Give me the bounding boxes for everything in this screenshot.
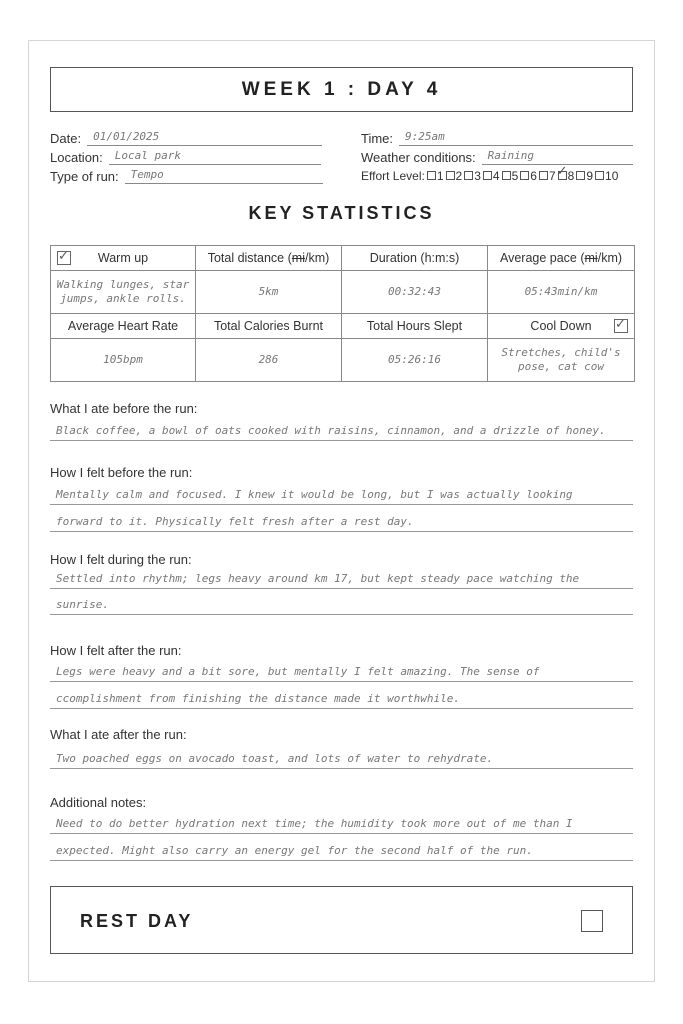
rest-day-label: REST DAY: [80, 911, 194, 931]
warm-up-header: [51, 246, 196, 271]
pace-label-post: /km): [597, 251, 623, 265]
pace-value[interactable]: 05:43min/km: [488, 271, 635, 314]
effort-checkbox-10[interactable]: [595, 171, 604, 180]
effort-level-8-label: 8: [567, 169, 575, 183]
time-label: Time:: [361, 131, 394, 146]
distance-label-post: /km): [304, 251, 330, 265]
notes-line-2[interactable]: expected. Might also carry an energy gel for the second half of the run.: [50, 843, 633, 861]
distance-label-pre: Total distance (: [207, 251, 292, 265]
cool-down-label: Cool Down: [530, 319, 592, 333]
effort-level-2-label: 2: [455, 169, 463, 183]
effort-checkbox-7[interactable]: [539, 171, 548, 180]
cool-down-value[interactable]: Stretches, child's pose, cat cow: [488, 339, 635, 382]
ate-before-label: What I ate before the run:: [50, 401, 198, 416]
felt-after-line-2[interactable]: ccomplishment from finishing the distance made it worthwhile.: [50, 691, 633, 709]
duration-value[interactable]: 00:32:43: [342, 271, 488, 314]
weather-field[interactable]: [361, 149, 633, 165]
weather-label: Weather conditions:: [361, 150, 476, 165]
location-field[interactable]: [50, 149, 321, 165]
run-type-label: Type of run:: [50, 169, 119, 184]
effort-level-7-label: 7: [548, 169, 556, 183]
warm-up-checkbox-icon[interactable]: [57, 251, 71, 265]
effort-level-9-label: 9: [586, 169, 594, 183]
warm-up-label: Warm up: [97, 251, 149, 265]
effort-checkbox-9[interactable]: [576, 171, 585, 180]
felt-after-line-1[interactable]: Legs were heavy and a bit sore, but mentally I felt amazing. The sense of: [50, 664, 633, 682]
effort-level-4-label: 4: [492, 169, 500, 183]
felt-after-label: How I felt after the run:: [50, 643, 182, 658]
pace-label-pre: Average pace (: [499, 251, 585, 265]
effort-level-3-label: 3: [474, 169, 481, 183]
effort-checkbox-3[interactable]: [464, 171, 473, 180]
felt-before-label: How I felt before the run:: [50, 465, 193, 480]
key-statistics-table: [50, 245, 635, 382]
time-value[interactable]: 9:25am: [399, 130, 633, 146]
pace-label-strike: mi: [584, 251, 598, 265]
date-field[interactable]: [50, 130, 322, 146]
run-type-value[interactable]: Tempo: [125, 168, 323, 184]
ate-after-label: What I ate after the run:: [50, 727, 187, 742]
effort-level: [361, 169, 618, 183]
felt-during-label: How I felt during the run:: [50, 552, 192, 567]
effort-level-5-label: 5: [511, 169, 519, 183]
time-field[interactable]: [361, 130, 633, 146]
distance-label-strike: mi: [291, 251, 305, 265]
date-value[interactable]: 01/01/2025: [87, 130, 322, 146]
felt-before-line-1[interactable]: Mentally calm and focused. I knew it would be long, but I was actually looking: [50, 487, 633, 505]
effort-checkbox-8[interactable]: [558, 171, 567, 180]
key-statistics-heading: KEY STATISTICS: [248, 203, 435, 223]
sleep-header: Total Hours Slept: [342, 314, 488, 339]
rest-day-box: [50, 886, 633, 954]
effort-label: Effort Level:: [361, 169, 425, 183]
location-label: Location:: [50, 150, 103, 165]
distance-header: [196, 246, 342, 271]
location-value[interactable]: Local park: [109, 149, 321, 165]
notes-label: Additional notes:: [50, 795, 147, 810]
effort-checkbox-5[interactable]: [502, 171, 511, 180]
heart-rate-header: Average Heart Rate: [51, 314, 196, 339]
cool-down-header: [488, 314, 635, 339]
felt-before-line-2[interactable]: forward to it. Physically felt fresh after a rest day.: [50, 514, 633, 532]
rest-day-checkbox[interactable]: [581, 910, 603, 932]
calories-value[interactable]: 286: [196, 339, 342, 382]
ate-after-line-1[interactable]: Two poached eggs on avocado toast, and lots of water to rehydrate.: [50, 751, 633, 769]
effort-options: [425, 169, 619, 183]
effort-checkbox-4[interactable]: [483, 171, 492, 180]
heart-rate-value[interactable]: 105bpm: [51, 339, 196, 382]
felt-during-line-2[interactable]: sunrise.: [50, 597, 633, 615]
date-label: Date:: [50, 131, 82, 146]
felt-during-line-1[interactable]: Settled into rhythm; legs heavy around km 17, but kept steady pace watching the: [50, 571, 633, 589]
effort-checkbox-2[interactable]: [446, 171, 455, 180]
duration-header: Duration (h:m:s): [342, 246, 488, 271]
calories-header: Total Calories Burnt: [196, 314, 342, 339]
notes-line-1[interactable]: Need to do better hydration next time; the humidity took more out of me than I: [50, 816, 633, 834]
effort-level-1-label: 1: [436, 169, 444, 183]
page-title: WEEK 1 : DAY 4: [50, 67, 633, 112]
effort-checkbox-1[interactable]: [427, 171, 436, 180]
effort-level-6-label: 6: [530, 169, 537, 183]
ate-before-line-1[interactable]: Black coffee, a bowl of oats cooked with raisins, cinnamon, and a drizzle of honey.: [50, 423, 633, 441]
warm-up-value[interactable]: Walking lunges, star jumps, ankle rolls.: [51, 271, 196, 314]
weather-value[interactable]: Raining: [482, 149, 633, 165]
cool-down-checkbox-icon[interactable]: [614, 319, 628, 333]
sleep-value[interactable]: 05:26:16: [342, 339, 488, 382]
effort-level-10-label: 10: [605, 169, 619, 183]
pace-header: [488, 246, 635, 271]
distance-value[interactable]: 5km: [196, 271, 342, 314]
effort-checkbox-6[interactable]: [520, 171, 529, 180]
run-type-field[interactable]: [50, 168, 323, 184]
